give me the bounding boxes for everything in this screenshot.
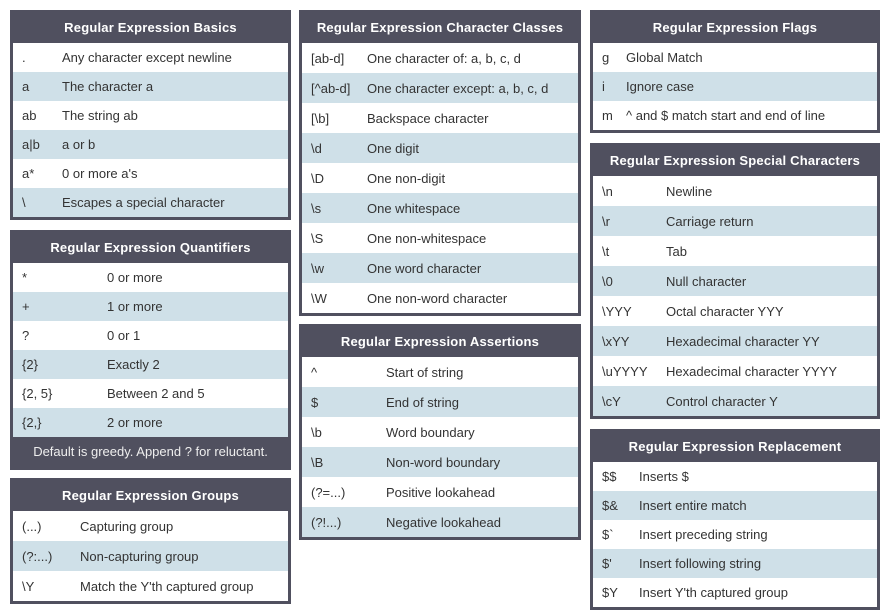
table-regex-assertions: [299, 324, 581, 540]
pattern-cell: (?=...): [311, 484, 346, 500]
table-row: [593, 72, 877, 101]
pattern-cell: \Y: [22, 578, 35, 594]
pattern-cell: $`: [602, 527, 614, 542]
table-row: [593, 206, 877, 236]
pattern-cell: .: [22, 50, 26, 65]
table-regex-character-classes: [299, 10, 581, 316]
table-regex-replacement: [590, 429, 880, 610]
table-row: [302, 507, 578, 537]
table-row: [302, 43, 578, 73]
description-cell: 1 or more: [107, 299, 163, 314]
description-cell: Newline: [666, 183, 713, 199]
table-row: [593, 236, 877, 266]
table-row: [593, 266, 877, 296]
pattern-cell: \cY: [602, 393, 621, 409]
pattern-cell: ^: [311, 364, 318, 380]
description-cell: One whitespace: [367, 200, 461, 216]
table-row: [593, 386, 877, 416]
description-cell: Negative lookahead: [386, 514, 501, 530]
table-row: [302, 73, 578, 103]
table-row: [302, 223, 578, 253]
table-row: [593, 43, 877, 72]
table-row: [302, 387, 578, 417]
description-cell: Non-word boundary: [386, 454, 501, 470]
pattern-cell: [ab-d]: [311, 50, 345, 66]
table-body: [13, 43, 288, 217]
description-cell: One non-word character: [367, 290, 508, 306]
description-cell: 2 or more: [107, 415, 163, 430]
table-row: [593, 176, 877, 206]
table-row: [13, 541, 288, 571]
table-body: [13, 263, 288, 437]
pattern-cell: (...): [22, 518, 42, 534]
pattern-cell: {2}: [22, 357, 38, 372]
description-cell: 0 or more a's: [62, 166, 138, 181]
pattern-cell: \b: [311, 424, 322, 440]
pattern-cell: +: [22, 299, 30, 314]
description-cell: Global Match: [626, 50, 703, 65]
pattern-cell: g: [602, 50, 610, 65]
table-row: [302, 357, 578, 387]
pattern-cell: \xYY: [602, 333, 630, 349]
table-row: [302, 103, 578, 133]
description-cell: Capturing group: [80, 518, 174, 534]
table-row: [13, 571, 288, 601]
table-row: [13, 72, 288, 101]
table-row: [302, 133, 578, 163]
table-regex-basics: [10, 10, 291, 220]
description-cell: Null character: [666, 273, 747, 289]
pattern-cell: \d: [311, 140, 322, 156]
description-cell: One character except: a, b, c, d: [367, 80, 549, 96]
pattern-cell: m: [602, 108, 613, 123]
description-cell: Octal character YYY: [666, 303, 784, 319]
pattern-cell: $: [311, 394, 319, 410]
description-cell: One word character: [367, 260, 482, 276]
pattern-cell: \0: [602, 273, 613, 289]
pattern-cell: (?:...): [22, 548, 53, 564]
table-title: Regular Expression Replacement: [593, 432, 877, 462]
table-row: [13, 188, 288, 217]
column-left: [10, 10, 291, 604]
pattern-cell: (?!...): [311, 514, 342, 530]
pattern-cell: {2,}: [22, 415, 42, 430]
description-cell: Tab: [666, 243, 687, 259]
description-cell: 0 or more: [107, 270, 163, 285]
table-row: [13, 350, 288, 379]
table-regex-flags: [590, 10, 880, 133]
table-title: Regular Expression Quantifiers: [13, 233, 288, 263]
description-cell: 0 or 1: [107, 328, 141, 343]
pattern-cell: \B: [311, 454, 324, 470]
table-body: [593, 176, 877, 416]
description-cell: Insert entire match: [639, 498, 747, 513]
table-title: Regular Expression Assertions: [302, 327, 578, 357]
description-cell: Exactly 2: [107, 357, 160, 372]
pattern-cell: [^ab-d]: [311, 80, 351, 96]
description-cell: a or b: [62, 137, 96, 152]
pattern-cell: \W: [311, 290, 327, 306]
description-cell: Positive lookahead: [386, 484, 496, 500]
description-cell: The character a: [62, 79, 154, 94]
description-cell: Insert following string: [639, 556, 762, 571]
description-cell: Carriage return: [666, 213, 754, 229]
table-row: [593, 462, 877, 491]
pattern-cell: ab: [22, 108, 37, 123]
description-cell: ^ and $ match start and end of line: [626, 108, 826, 123]
table-row: [593, 326, 877, 356]
description-cell: One character of: a, b, c, d: [367, 50, 521, 66]
pattern-cell: i: [602, 79, 605, 94]
table-title: Regular Expression Groups: [13, 481, 288, 511]
description-cell: One non-digit: [367, 170, 446, 186]
table-row: [302, 417, 578, 447]
table-row: [593, 491, 877, 520]
column-right: [590, 10, 880, 610]
pattern-cell: \uYYYY: [602, 363, 648, 379]
pattern-cell: \D: [311, 170, 324, 186]
pattern-cell: \YYY: [602, 303, 632, 319]
description-cell: Between 2 and 5: [107, 386, 205, 401]
table-row: [593, 578, 877, 607]
pattern-cell: \w: [311, 260, 324, 276]
description-cell: Any character except newline: [62, 50, 232, 65]
table-regex-quantifiers: [10, 230, 291, 470]
table-row: [13, 130, 288, 159]
table-row: [13, 321, 288, 350]
table-row: [13, 263, 288, 292]
table-row: [302, 163, 578, 193]
pattern-cell: $': [602, 556, 612, 571]
table-title: Regular Expression Character Classes: [302, 13, 578, 43]
table-row: [302, 193, 578, 223]
table-body: [593, 43, 877, 130]
pattern-cell: $&: [602, 498, 618, 513]
table-regex-special-characters: [590, 143, 880, 419]
pattern-cell: \n: [602, 183, 613, 199]
pattern-cell: \t: [602, 243, 610, 259]
pattern-cell: a: [22, 79, 30, 94]
pattern-cell: \S: [311, 230, 324, 246]
table-row: [593, 549, 877, 578]
table-row: [302, 253, 578, 283]
description-cell: Match the Y'th captured group: [80, 578, 254, 594]
table-body: [593, 462, 877, 607]
table-row: [13, 511, 288, 541]
table-row: [593, 356, 877, 386]
table-row: [302, 447, 578, 477]
description-cell: Word boundary: [386, 424, 475, 440]
table-row: [13, 101, 288, 130]
description-cell: Non-capturing group: [80, 548, 199, 564]
table-row: [13, 159, 288, 188]
table-title: Regular Expression Basics: [13, 13, 288, 43]
table-regex-groups: [10, 478, 291, 604]
pattern-cell: a*: [22, 166, 35, 181]
pattern-cell: [\b]: [311, 110, 330, 126]
description-cell: Control character Y: [666, 393, 778, 409]
description-cell: Ignore case: [626, 79, 694, 94]
pattern-cell: {2, 5}: [22, 386, 53, 401]
description-cell: Escapes a special character: [62, 195, 225, 210]
pattern-cell: *: [22, 270, 28, 285]
description-cell: Start of string: [386, 364, 464, 380]
description-cell: Insert preceding string: [639, 527, 768, 542]
table-row: [13, 43, 288, 72]
table-row: [593, 101, 877, 130]
description-cell: Hexadecimal character YYYY: [666, 363, 838, 379]
table-title: Regular Expression Flags: [593, 13, 877, 43]
description-cell: One digit: [367, 140, 420, 156]
table-body: [13, 511, 288, 601]
table-body: [302, 43, 578, 313]
description-cell: One non-whitespace: [367, 230, 487, 246]
table-row: [593, 296, 877, 326]
table-row: [593, 520, 877, 549]
description-cell: Backspace character: [367, 110, 489, 126]
table-title: Regular Expression Special Characters: [593, 146, 877, 176]
pattern-cell: \s: [311, 200, 322, 216]
pattern-cell: \: [22, 195, 26, 210]
description-cell: Hexadecimal character YY: [666, 333, 820, 349]
table-row: [13, 408, 288, 437]
description-cell: The string ab: [62, 108, 138, 123]
description-cell: Insert Y'th captured group: [639, 585, 788, 600]
pattern-cell: \r: [602, 213, 610, 229]
pattern-cell: $Y: [602, 585, 618, 600]
table-body: [302, 357, 578, 537]
table-footnote: Default is greedy. Append ? for reluctant.: [13, 437, 288, 467]
table-row: [13, 379, 288, 408]
description-cell: End of string: [386, 394, 459, 410]
table-row: [302, 283, 578, 313]
description-cell: Inserts $: [639, 469, 689, 484]
table-row: [13, 292, 288, 321]
pattern-cell: a|b: [22, 137, 40, 152]
table-row: [302, 477, 578, 507]
column-middle: [299, 10, 581, 540]
pattern-cell: ?: [22, 328, 30, 343]
pattern-cell: $$: [602, 469, 617, 484]
